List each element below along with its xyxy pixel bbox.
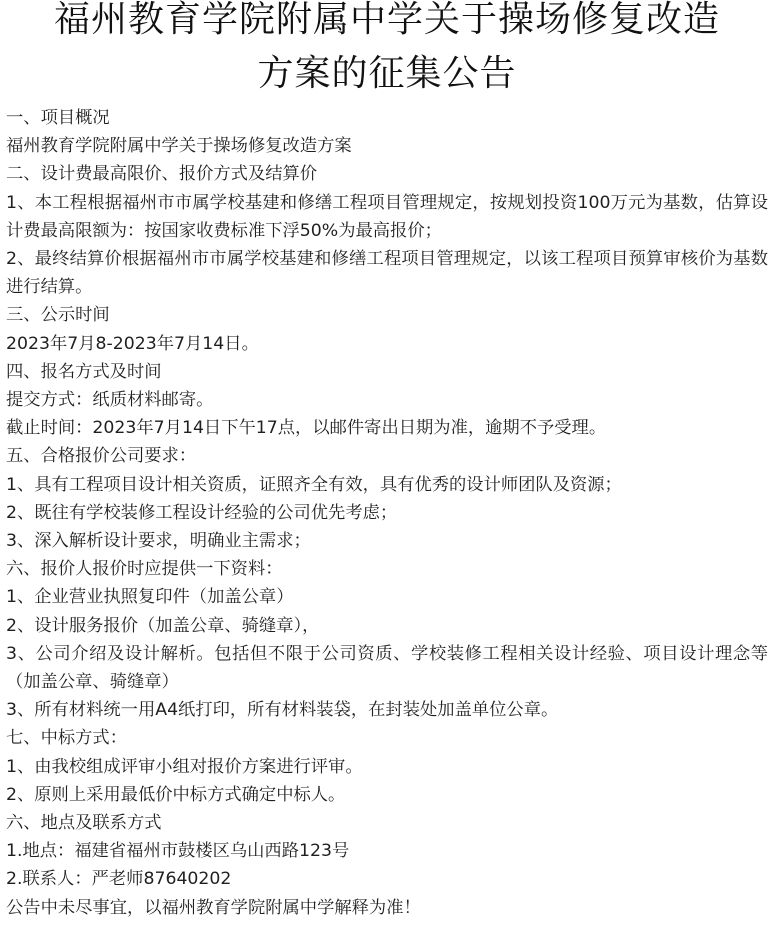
section-heading-materials: 六、报价人报价时应提供一下资料：: [6, 559, 283, 580]
project-name: 福州教育学院附属中学关于操场修复改造方案: [6, 136, 352, 157]
contact-address: 1.地点：福建省福州市鼓楼区乌山西路123号: [6, 841, 350, 862]
contact-person: 2.联系人：严老师87640202: [6, 869, 232, 890]
material-item-2: 2、设计服务报价（加盖公章、骑缝章），: [6, 615, 320, 636]
deadline: 截止时间：2023年7月14日下午17点，以邮件寄出日期为准，逾期不予受理。: [6, 418, 607, 439]
page-title: [0, 0, 774, 98]
requirement-item-1: 1、具有工程项目设计相关资质，证照齐全有效，具有优秀的设计师团队及资源；: [6, 474, 622, 495]
section-heading-requirements: 五、合格报价公司要求：: [6, 446, 197, 467]
section-heading-award: 七、中标方式：: [6, 728, 127, 749]
award-item-2: 2、原则上采用最低价中标方式确定中标人。: [6, 784, 346, 805]
section-heading-publicity: 三、公示时间: [6, 305, 110, 326]
award-item-1: 1、由我校组成评审小组对报价方案进行评审。: [6, 756, 363, 777]
section-heading-contact: 六、地点及联系方式: [6, 813, 162, 834]
publicity-period: 2023年7月8-2023年7月14日。: [6, 333, 259, 354]
closing-note: 公告中未尽事宜，以福州教育学院附属中学解释为准！: [6, 897, 421, 918]
title-line-2: 方案的征集公告: [257, 53, 517, 94]
section-heading-registration: 四、报名方式及时间: [6, 361, 162, 382]
fee-item-2: 2、最终结算价根据福州市市属学校基建和修缮工程项目管理规定，以该工程项目预算审核价为基数进行结算。: [6, 249, 768, 298]
material-item-1: 1、企业营业执照复印件（加盖公章）: [6, 587, 294, 608]
material-item-4: 3、所有材料统一用A4纸打印，所有材料装袋，在封装处加盖单位公章。: [6, 700, 559, 721]
requirement-item-2: 2、既往有学校装修工程设计经验的公司优先考虑；: [6, 502, 398, 523]
title-line-1: 福州教育学院附属中学关于操场修复改造: [53, 0, 720, 40]
submission-method: 提交方式：纸质材料邮寄。: [6, 390, 214, 411]
section-heading-overview: 一、项目概况: [6, 108, 110, 128]
notice-body: [6, 104, 768, 922]
section-heading-fees: 二、设计费最高限价、报价方式及结算价: [6, 164, 318, 185]
requirement-item-3: 3、深入解析设计要求，明确业主需求；: [6, 531, 311, 552]
material-item-3: 3、公司介绍及设计解析。包括但不限于公司资质、学校装修工程相关设计经验、项目设计理念等（加盖公章、骑缝章）: [6, 643, 768, 693]
fee-item-1: 1、本工程根据福州市市属学校基建和修缮工程项目管理规定，按规划投资100万元为基数，估算设计费最高限额为：按国家收费标准下浮50%为最高报价；: [6, 192, 768, 241]
